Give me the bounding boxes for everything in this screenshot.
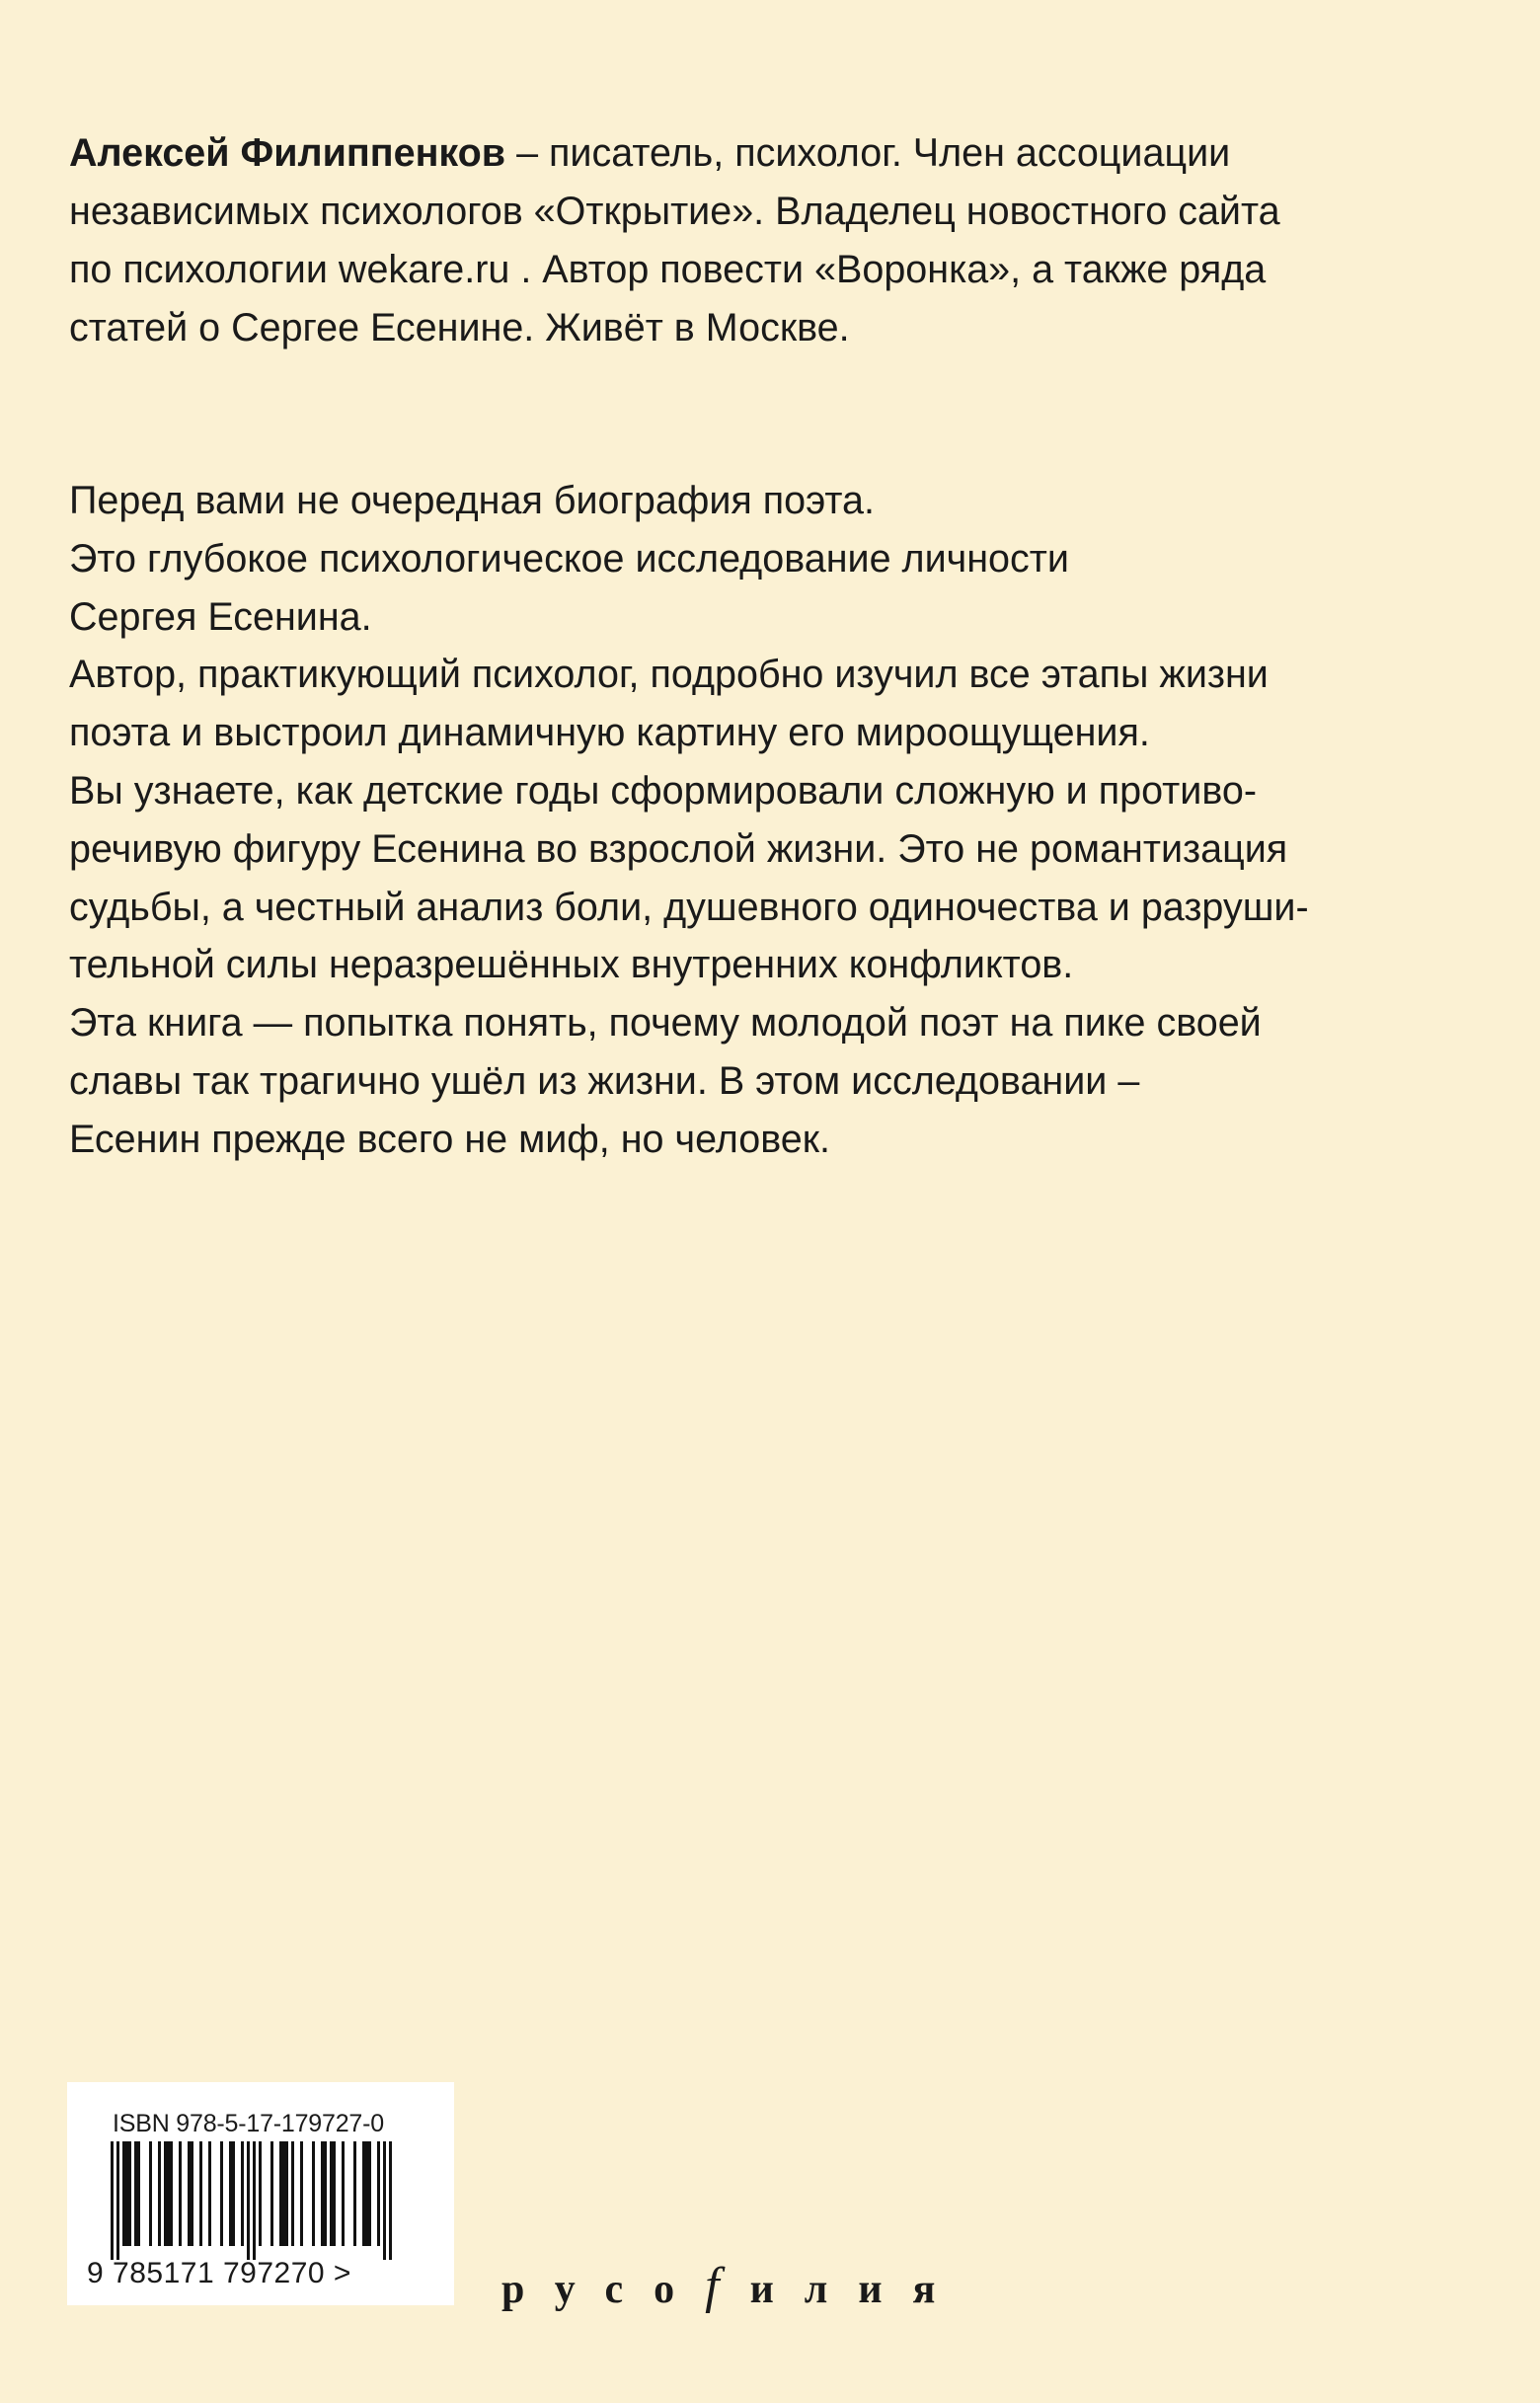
barcode-bar — [389, 2141, 392, 2260]
barcode-bar — [383, 2141, 386, 2260]
barcode-bar — [220, 2141, 223, 2246]
barcode-bar — [149, 2141, 152, 2246]
barcode-bar — [111, 2141, 114, 2260]
barcode-bar — [229, 2141, 232, 2246]
barcode-bar — [199, 2141, 202, 2246]
description-line: славы так трагично ушёл из жизни. В этом исследовании – — [69, 1058, 1140, 1103]
barcode-bar — [353, 2141, 356, 2246]
isbn-label: ISBN 978-5-17-179727-0 — [113, 2110, 384, 2137]
barcode-bar — [191, 2141, 193, 2246]
barcode-bar — [324, 2141, 327, 2246]
description-line: судьбы, а честный анализ боли, душевного одиночества и разруши- — [69, 885, 1309, 929]
barcode-bar — [282, 2141, 285, 2246]
description-line: Это глубокое психологическое исследование личности — [69, 536, 1069, 581]
barcode-bar — [188, 2141, 191, 2246]
barcode-bar — [208, 2141, 211, 2246]
barcode-block — [67, 2082, 454, 2305]
description-line: Перед вами не очередная биография поэта. — [69, 479, 875, 522]
description-line: Эта книга — попытка понять, почему молодой поэт на пике своей — [69, 1001, 1262, 1046]
barcode-bar — [365, 2141, 368, 2246]
barcode-bar — [128, 2141, 131, 2246]
barcode-bar — [232, 2141, 235, 2246]
author-bio-line-3: по психологии wekare.ru . Автор повести «Воронка», а также ряда — [69, 248, 1267, 291]
barcode-bar — [330, 2141, 333, 2246]
description-line: Есенин прежде всего не миф, но человек. — [69, 1117, 830, 1161]
author-bio — [69, 124, 1431, 357]
barcode-bar — [253, 2141, 256, 2260]
barcode-bar — [333, 2141, 336, 2246]
author-name: Алексей Филиппенков — [69, 131, 506, 175]
barcode-bar — [179, 2141, 182, 2246]
book-description — [69, 472, 1471, 1169]
description-line: тельной силы неразрешённых внутренних конфликтов. — [69, 943, 1074, 987]
barcode-bar — [377, 2141, 380, 2246]
barcode-bar — [137, 2141, 140, 2246]
barcode-bar — [342, 2141, 345, 2246]
barcode-bar — [368, 2141, 371, 2246]
author-bio-line-2: независимых психологов «Открытие». Владелец новостного сайта — [69, 190, 1280, 233]
barcode-bar — [291, 2141, 294, 2246]
publisher-logo-f: f — [705, 2258, 750, 2314]
description-line: речивую фигуру Есенина во взрослой жизни. Это не романтизация — [69, 826, 1288, 871]
publisher-logo — [501, 2257, 965, 2315]
barcode-bar — [170, 2141, 173, 2246]
barcode-bar — [270, 2141, 273, 2246]
barcode-bar — [312, 2141, 315, 2246]
barcode-bar — [125, 2141, 128, 2246]
barcode-bar — [167, 2141, 170, 2246]
barcode-bar — [116, 2141, 119, 2260]
barcode-bar — [362, 2141, 365, 2246]
description-line: Вы узнаете, как детские годы сформировали сложную и противо- — [69, 768, 1257, 813]
barcode-bar — [122, 2141, 125, 2246]
description-line: Автор, практикующий психолог, подробно изучил все этапы жизни — [69, 653, 1269, 697]
description-line: поэта и выстроил динамичную картину его мироощущения. — [69, 711, 1150, 755]
author-bio-line-1: Алексей Филиппенков – писатель, психолог. Член ассоциации — [69, 131, 1231, 175]
barcode-bar — [247, 2141, 250, 2260]
barcode-bar — [279, 2141, 282, 2246]
author-bio-line-4: статей о Сергее Есенине. Живёт в Москве. — [69, 306, 850, 349]
barcode-bar — [241, 2141, 244, 2246]
barcode-bar — [300, 2141, 303, 2246]
publisher-logo-part: русо — [501, 2267, 706, 2312]
barcode-bar — [285, 2141, 288, 2246]
barcode-bar — [259, 2141, 262, 2246]
publisher-logo-part: илия — [749, 2267, 966, 2312]
barcode-bar — [158, 2141, 161, 2246]
description-line: Сергея Есенина. — [69, 594, 372, 639]
barcode-bar — [321, 2141, 324, 2246]
barcode-bar — [134, 2141, 137, 2246]
barcode-digits: 9 785171 797270 > — [87, 2257, 351, 2289]
barcode-bar — [164, 2141, 167, 2246]
